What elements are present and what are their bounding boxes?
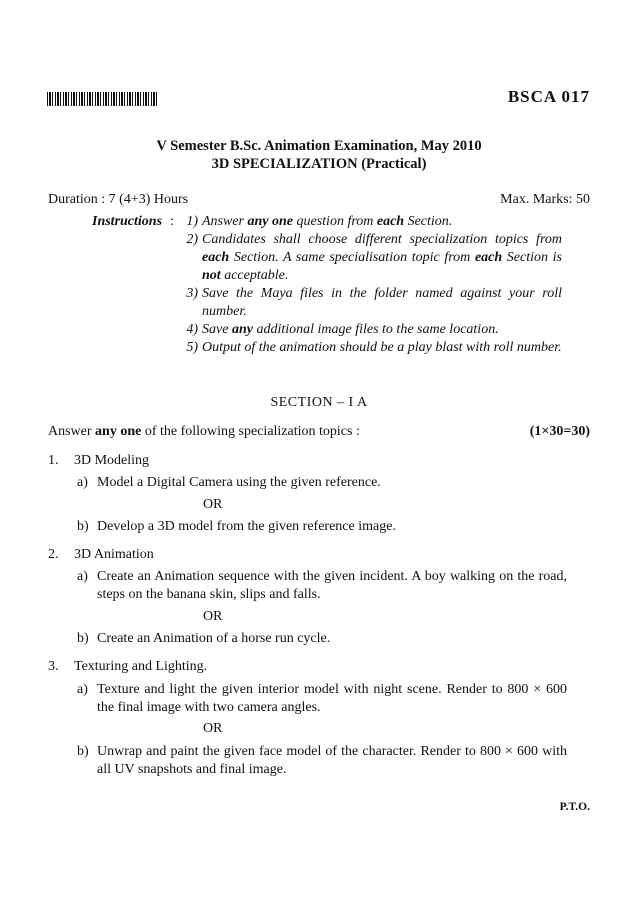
- instruction-number: 3): [186, 286, 198, 301]
- section-title: SECTION – I A: [270, 395, 368, 410]
- instruction-text: Save any additional image files to the same location.: [202, 322, 499, 337]
- instruction-item: [176, 231, 562, 285]
- instruction-text: Answer any one question from each Section.: [202, 214, 453, 229]
- instructions-list: [176, 213, 562, 357]
- instruction-number: 4): [186, 322, 198, 337]
- question-option: b) Create an Animation of a horse run cycle.: [77, 631, 331, 646]
- instruction-item: [176, 339, 562, 357]
- instruction-number: 1): [186, 214, 198, 229]
- question-heading: 3. Texturing and Lighting.: [48, 659, 208, 674]
- or-divider: OR: [203, 497, 223, 512]
- question-option: a) Model a Digital Camera using the given reference.: [77, 475, 381, 490]
- exam-title: V Semester B.Sc. Animation Examination, May 2010: [156, 138, 482, 154]
- instruction-text: Candidates shall choose different specialization topics from each Section. A same specialisation topic from each Section is not acceptable.: [202, 232, 562, 283]
- or-divider: OR: [203, 721, 223, 736]
- barcode: [47, 92, 157, 106]
- instruction-number: 2): [186, 232, 198, 247]
- question-option: b) Unwrap and paint the given face model of the character. Render to 800 × 600 with all UV snapshots and final image.: [77, 744, 567, 777]
- instruction-item: [176, 213, 562, 231]
- paper-code: BSCA 017: [507, 87, 590, 106]
- or-divider: OR: [203, 609, 223, 624]
- instruction-text: Output of the animation should be a play blast with roll number.: [202, 340, 562, 355]
- instructions-colon: :: [170, 214, 174, 229]
- marks-allocation: (1×30=30): [529, 424, 590, 439]
- instruction-item: [176, 321, 562, 339]
- exam-subject: 3D SPECIALIZATION (Practical): [211, 156, 427, 172]
- question-heading: 2. 3D Animation: [48, 547, 154, 562]
- duration: Duration : 7 (4+3) Hours: [48, 192, 189, 207]
- answer-instruction: Answer any one of the following specialization topics :: [48, 424, 360, 439]
- question-option: a) Texture and light the given interior model with night scene. Render to 800 × 600 the final image with two camera angles.: [77, 682, 567, 715]
- instruction-text: Save the Maya files in the folder named against your roll number.: [202, 286, 562, 319]
- max-marks: Max. Marks: 50: [500, 192, 590, 207]
- instruction-number: 5): [186, 340, 198, 355]
- question-option: a) Create an Animation sequence with the given incident. A boy walking on the road, steps on the banana skin, slips and falls.: [77, 569, 567, 602]
- question-heading: 1. 3D Modeling: [48, 453, 150, 468]
- pto-label: P.T.O.: [559, 801, 590, 813]
- instruction-item: [176, 285, 562, 321]
- question-option: b) Develop a 3D model from the given reference image.: [77, 519, 396, 534]
- instructions-label: Instructions: [92, 214, 163, 229]
